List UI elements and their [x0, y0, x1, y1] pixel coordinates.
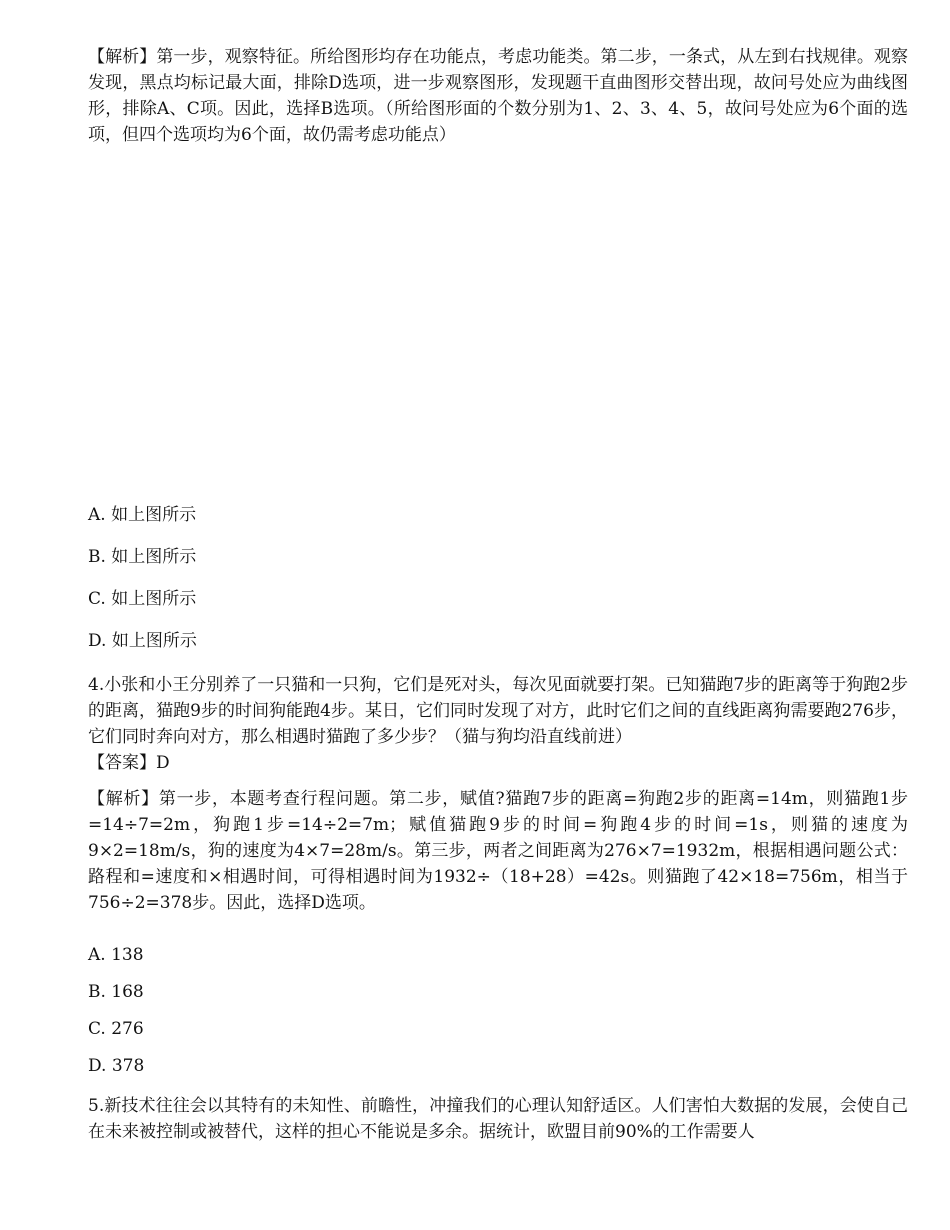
document-page [88, 44, 908, 1145]
q4-option-b: B. 168 [88, 982, 144, 1002]
q4-option-d: D. 378 [88, 1056, 145, 1076]
q5-question: 5.新技术往往会以其特有的未知性、前瞻性，冲撞我们的心理认知舒适区。人们害怕大数据的发展，会使自己在未来被控制或被替代，这样的担心不能说是多余。据统计，欧盟目前90%的工作需要人 [88, 1096, 908, 1142]
q3-option-b: B. 如上图所示 [88, 547, 197, 567]
q3-explanation: 【解析】第一步，观察特征。所给图形均存在功能点，考虑功能类。第二步，一条式，从左到右找规律。观察发现，黑点均标记最大面，排除D选项，进一步观察图形，发现题干直曲图形交替出现，故问号处应为曲线图形，排除A、C项。因此，选择B选项。（所给图形面的个数分别为1、2、3、4、5，故问号处应为6个面的选项，但四个选项均为6个面，故仍需考虑功能点） [88, 47, 908, 145]
q4-question: 4.小张和小王分别养了一只猫和一只狗，它们是死对头，每次见面就要打架。已知猫跑7步的距离等于狗跑2步的距离，猫跑9步的时间狗能跑4步。某日，它们同时发现了对方，此时它们之间的直线距离狗需要跑276步，它们同时奔向对方，那么相遇时猫跑了多少步？（猫与狗均沿直线前进） [88, 675, 908, 747]
q4-answer: 【答案】D [88, 753, 170, 773]
q3-option-c: C. 如上图所示 [88, 589, 197, 609]
q4-explanation: 【解析】第一步，本题考查行程问题。第二步，赋值?猫跑7步的距离=狗跑2步的距离=14m，则猫跑1步=14÷7=2m，狗跑1步=14÷2=7m；赋值猫跑9步的时间=狗跑4步的时间=1s，则猫的速度为9×2=18m/s，狗的速度为4×7=28m/s。第三步，两者之间距离为276×7=1932m，根据相遇问题公式：路程和=速度和×相遇时间，可得相遇时间为1932÷（18+28）=42s。则猫跑了42×18=756m，相当于756÷2=378步。因此，选择D选项。 [88, 789, 908, 913]
q4-option-c: C. 276 [88, 1019, 144, 1039]
figure-placeholder [88, 148, 908, 488]
q4-option-a: A. 138 [88, 945, 144, 965]
q3-option-d: D. 如上图所示 [88, 631, 197, 651]
q3-option-a: A. 如上图所示 [88, 505, 197, 525]
